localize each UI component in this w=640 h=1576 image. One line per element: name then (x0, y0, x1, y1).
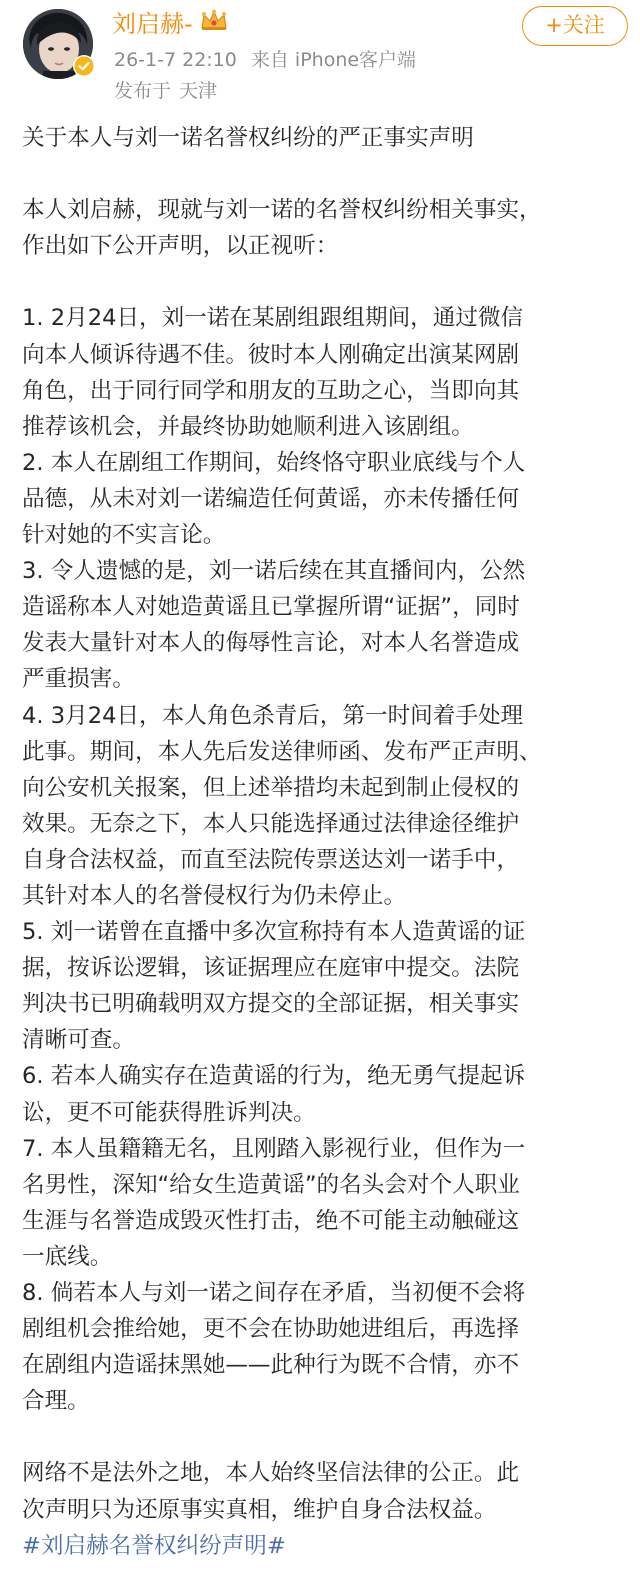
text-line: 严重损害。 (22, 666, 135, 693)
text-line: 本人刘启赫，现就与刘一诺的名誉权纠纷相关事实， (22, 197, 542, 224)
paragraph-gap (22, 1419, 624, 1455)
text-line: 向公安机关报案，但上述举措均未起到制止侵权的 (22, 774, 520, 801)
text-line: 8. 倘若本人与刘一诺之间存在矛盾，当初便不会将 (22, 1280, 526, 1306)
hashtag-link[interactable]: #刘启赫名誉权纠纷声明# (22, 1532, 286, 1559)
location-name: 天津 (179, 80, 218, 102)
text-line: 造谣称本人对她造黄谣且已掌握所谓“证据”，同时 (22, 594, 520, 621)
paragraph-gap (22, 264, 624, 300)
text-line: 剧组机会推给她，更不会在协助她进组后，再选择 (22, 1316, 520, 1343)
text-line: 效果。无奈之下，本人只能选择通过法律途径维护 (22, 810, 520, 837)
text-line: 其针对本人的名誉侵权行为仍未停止。 (22, 882, 407, 909)
paragraph-gap (22, 156, 624, 192)
post-datetime: 26-1-7 22:10 (114, 49, 237, 71)
text-line: 2. 本人在剧组工作期间，始终恪守职业底线与个人 (22, 449, 526, 476)
location-prefix: 发布于 (114, 80, 172, 102)
post-source: 来自 iPhone客户端 (250, 49, 417, 71)
text-line: 3. 令人遗憾的是，刘一诺后续在其直播间内，公然 (22, 558, 526, 585)
text-line: 品德，从未对刘一诺编造任何黄谣，亦未传播任何 (22, 485, 520, 512)
post-location (114, 78, 217, 104)
post-body (22, 120, 624, 1564)
username-text[interactable]: 刘启赫- (112, 10, 193, 38)
text-line: 一底线。 (22, 1243, 113, 1270)
post-meta (114, 47, 416, 73)
text-line: 7. 本人虽籍籍无名，且刚踏入影视行业，但作为一 (22, 1135, 526, 1162)
text-line: 作出如下公开声明，以正视听： (22, 233, 339, 260)
text-line: 1. 2月24日，刘一诺在某剧组跟组期间，通过微信 (22, 305, 524, 332)
text-line: 推荐该机会，并最终协助她顺利进入该剧组。 (22, 413, 474, 440)
text-line: 次声明只为还原事实真相，维护自身合法权益。 (22, 1496, 497, 1523)
post-header (0, 0, 640, 110)
follow-button[interactable]: +关注 (522, 6, 628, 46)
text-line: 向本人倾诉待遇不佳。彼时本人刚确定出演某网剧 (22, 341, 520, 368)
text-line: 在剧组内造谣抹黑她——此种行为既不合情，亦不 (22, 1352, 520, 1379)
text-line: 自身合法权益，而直至法院传票送达刘一诺手中， (22, 846, 520, 873)
text-line: 此事。期间，本人先后发送律师函、发布严正声明、 (22, 738, 542, 765)
text-line: 关于本人与刘一诺名誉权纠纷的严正事实声明 (22, 125, 474, 151)
text-line: 生涯与名誉造成毁灭性打击，绝不可能主动触碰这 (22, 1207, 520, 1234)
text-line: 清晰可查。 (22, 1027, 135, 1054)
text-line: 判决书已明确载明双方提交的全部证据，相关事实 (22, 991, 520, 1018)
crown-icon (199, 8, 229, 40)
text-line: 针对她的不实言论。 (22, 522, 226, 549)
username[interactable] (112, 8, 229, 40)
text-line: 名男性，深知“给女生造黄谣”的名头会对个人职业 (22, 1171, 520, 1198)
text-line: 据，按诉讼逻辑，该证据理应在庭审中提交。法院 (22, 955, 520, 982)
text-line: 5. 刘一诺曾在直播中多次宣称持有本人造黄谣的证 (22, 919, 526, 946)
text-line: 角色，出于同行同学和朋友的互助之心，当即向其 (22, 377, 520, 404)
text-line: 网络不是法外之地，本人始终坚信法律的公正。此 (22, 1460, 520, 1487)
text-line: 发表大量针对本人的侮辱性言论，对本人名誉造成 (22, 630, 520, 657)
text-line: 讼，更不可能获得胜诉判决。 (22, 1099, 316, 1126)
text-line: 4. 3月24日，本人角色杀青后，第一时间着手处理 (22, 702, 524, 729)
text-line: 合理。 (22, 1388, 90, 1415)
post-text (22, 120, 624, 1528)
verified-badge-icon (73, 55, 95, 77)
text-line: 6. 若本人确实存在造黄谣的行为，绝无勇气提起诉 (22, 1063, 526, 1090)
